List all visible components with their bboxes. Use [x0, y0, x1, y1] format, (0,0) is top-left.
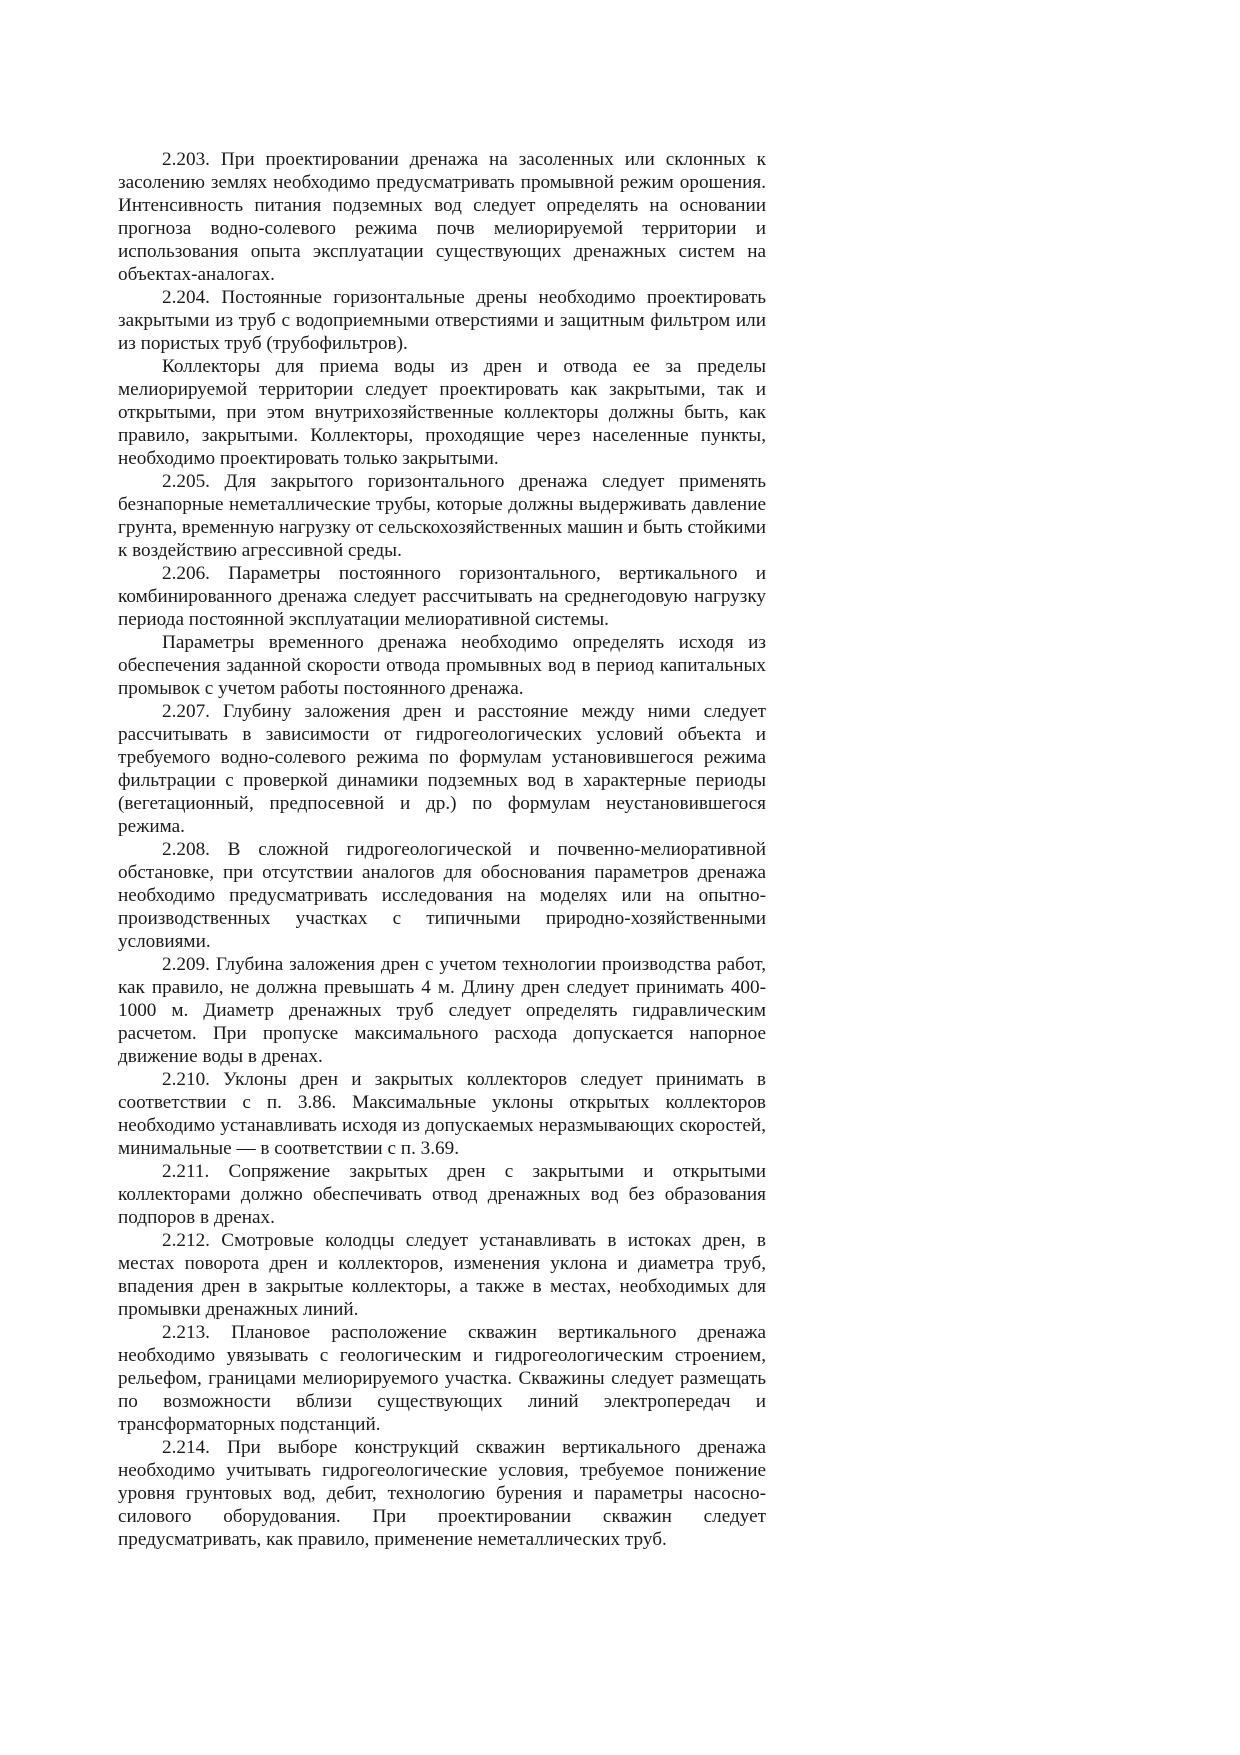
paragraph-temporary-drainage: Параметры временного дренажа необходимо определять исходя из обеспечения заданной скорости отвода промывных вод в период капитальных промывок с учетом работы постоянного дренажа.: [118, 632, 766, 699]
paragraph-2-209: 2.209. Глубина заложения дрен с учетом технологии производства работ, как правило, не должна превышать 4 м. Длину дрен следует принимать 400-1000 м. Диаметр дренажных труб следует определять гидравлическим расчетом. При пропуске максимального расхода допускается напорное движение воды в дренах.: [118, 954, 766, 1067]
paragraph-2-203: 2.203. При проектировании дренажа на засоленных или склонных к засолению землях необходимо предусматривать промывной режим орошения. Интенсивность питания подземных вод следует определять на основании прогноза водно-солевого режима почв мелиорируемой территории и использования опыта эксплуатации существующих дренажных систем на объектах-аналогах.: [118, 149, 766, 285]
paragraph-2-210: 2.210. Уклоны дрен и закрытых коллекторов следует принимать в соответствии с п. 3.86. Максимальные уклоны открытых коллекторов необходимо устанавливать исходя из допускаемых неразмывающих скоростей, минимальные — в соответствии с п. 3.69.: [118, 1069, 766, 1159]
paragraph-collectors: Коллекторы для приема воды из дрен и отвода ее за пределы мелиорируемой территории следует проектировать как закрытыми, так и открытыми, при этом внутрихозяйственные коллекторы должны быть, как правило, закрытыми. Коллекторы, проходящие через населенные пункты, необходимо проектировать только закрытыми.: [118, 356, 766, 469]
paragraph-2-208: 2.208. В сложной гидрогеологической и почвенно-мелиоративной обстановке, при отсутствии аналогов для обоснования параметров дренажа необходимо предусматривать исследования на моделях или на опытно-производственных участках с типичными природно-хозяйственными условиями.: [118, 839, 766, 952]
paragraph-2-213: 2.213. Плановое расположение скважин вертикального дренажа необходимо увязывать с геологическим и гидрогеологическим строением, рельефом, границами мелиорируемого участка. Скважины следует размещать по возможности вблизи существующих линий электропередач и трансформаторных подстанций.: [118, 1322, 766, 1435]
paragraph-2-206: 2.206. Параметры постоянного горизонтального, вертикального и комбинированного дренажа следует рассчитывать на среднегодовую нагрузку периода постоянной эксплуатации мелиоративной системы.: [118, 563, 766, 630]
paragraph-2-211: 2.211. Сопряжение закрытых дрен с закрытыми и открытыми коллекторами должно обеспечивать отвод дренажных вод без образования подпоров в дренах.: [118, 1161, 766, 1228]
paragraph-2-207: 2.207. Глубину заложения дрен и расстояние между ними следует рассчитывать в зависимости от гидрогеологических условий объекта и требуемого водно-солевого режима по формулам установившегося режима фильтрации с проверкой динамики подземных вод в характерные периоды (вегетационный, предпосевной и др.) по формулам неустановившегося режима.: [118, 701, 766, 837]
paragraph-2-204: 2.204. Постоянные горизонтальные дрены необходимо проектировать закрытыми из труб с водоприемными отверстиями и защитным фильтром или из пористых труб (трубофильтров).: [118, 287, 766, 354]
paragraph-2-205: 2.205. Для закрытого горизонтального дренажа следует применять безнапорные неметаллические трубы, которые должны выдерживать давление грунта, временную нагрузку от сельскохозяйственных машин и быть стойкими к воздействию агрессивной среды.: [118, 471, 766, 561]
document-page: [118, 148, 766, 1551]
paragraph-2-212: 2.212. Смотровые колодцы следует устанавливать в истоках дрен, в местах поворота дрен и коллекторов, изменения уклона и диаметра труб, впадения дрен в закрытые коллекторы, а также в местах, необходимых для промывки дренажных линий.: [118, 1230, 766, 1320]
paragraph-2-214: 2.214. При выборе конструкций скважин вертикального дренажа необходимо учитывать гидрогеологические условия, требуемое понижение уровня грунтовых вод, дебит, технологию бурения и параметры насосно-силового оборудования. При проектировании скважин следует предусматривать, как правило, применение неметаллических труб.: [118, 1437, 766, 1550]
